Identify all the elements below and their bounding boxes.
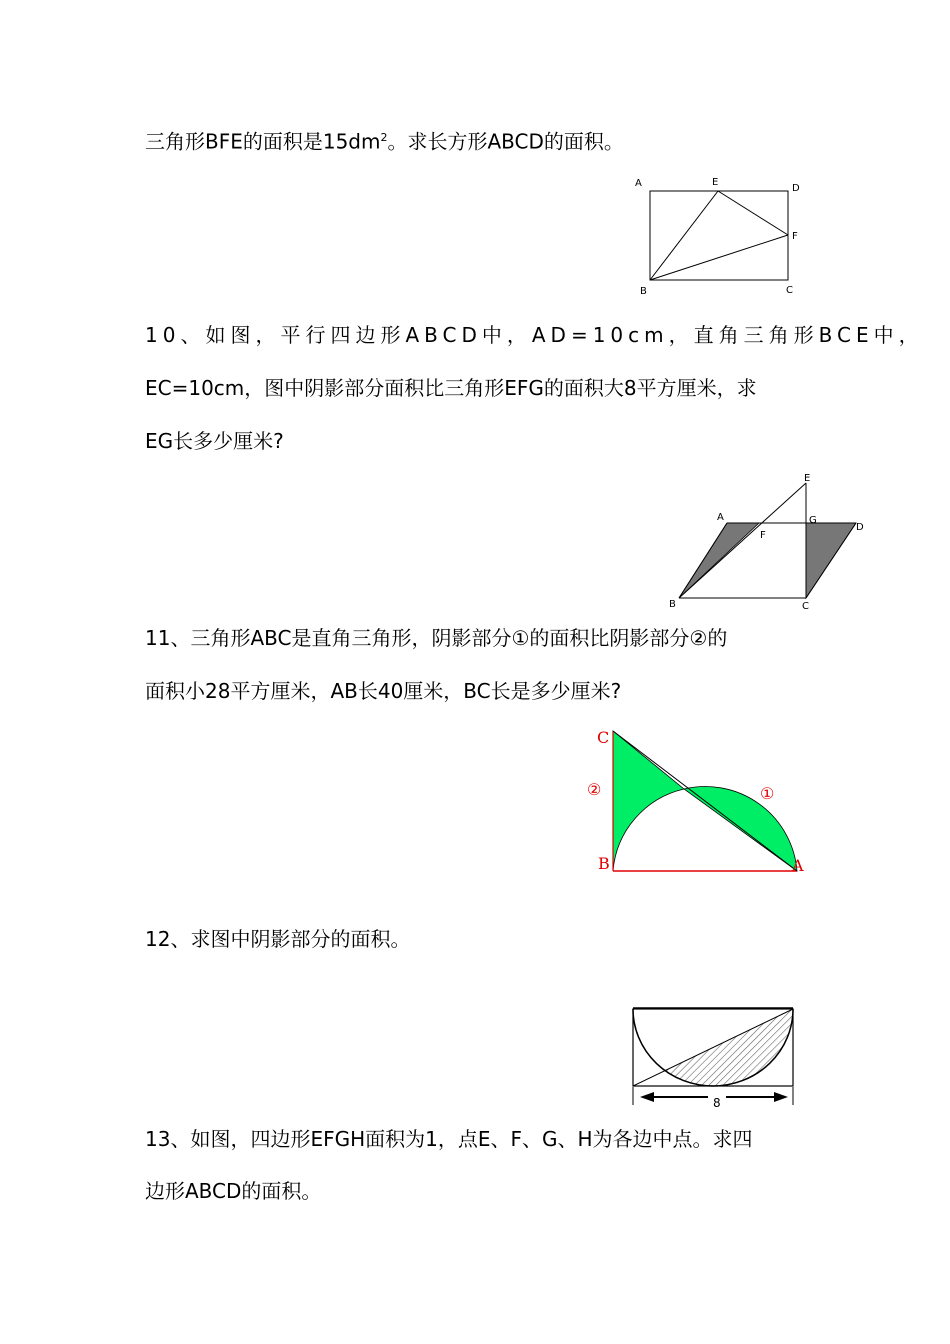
q9-continuation <box>145 124 624 156</box>
text: 。求长方形ABCD的面积。 <box>387 129 624 154</box>
label-b: B <box>640 286 647 297</box>
q11-line-2: 面积小28平方厘米，AB长40厘米，BC长是多少厘米? <box>145 679 622 703</box>
superscript: 2 <box>380 131 388 144</box>
label-b: B <box>598 854 610 873</box>
figure-rectangle-abcd <box>630 172 810 297</box>
text: 三角形BFE的面积是15dm <box>145 129 381 154</box>
label-a: A <box>635 178 642 189</box>
label-f: F <box>792 231 798 242</box>
label-region-2: ② <box>587 780 602 799</box>
figure-parallelogram-abcd <box>665 470 875 615</box>
label-c: C <box>802 601 809 612</box>
label-c: C <box>597 728 610 747</box>
label-e: E <box>712 177 719 188</box>
figure-right-triangle-abc <box>585 725 815 880</box>
q11-line-1: 11、三角形ABC是直角三角形，阴影部分①的面积比阴影部分②的 <box>145 626 728 650</box>
label-e: E <box>804 473 811 484</box>
q10-line-1: 10、如图，平行四边形ABCD中，AD=10cm，直角三角形BCE中， <box>145 323 924 347</box>
dimension-label: 8 <box>713 1096 721 1110</box>
label-a: A <box>717 512 724 523</box>
label-d: D <box>856 522 864 533</box>
figure-hatched-region <box>628 1003 803 1113</box>
label-d: D <box>792 183 800 194</box>
q13-line-1: 13、如图，四边形EFGH面积为1，点E、F、G、H为各边中点。求四 <box>145 1127 753 1151</box>
label-b: B <box>669 599 676 610</box>
label-g: G <box>809 515 817 526</box>
label-a: A <box>792 856 804 875</box>
q10-line-3: EG长多少厘米? <box>145 429 284 453</box>
q13-line-2: 边形ABCD的面积。 <box>145 1179 322 1203</box>
label-f: F <box>760 530 766 541</box>
q12-line-1: 12、求图中阴影部分的面积。 <box>145 927 411 951</box>
q10-line-2: EC=10cm，图中阴影部分面积比三角形EFG的面积大8平方厘米，求 <box>145 376 757 400</box>
label-region-1: ① <box>760 784 775 803</box>
label-c: C <box>786 285 793 296</box>
